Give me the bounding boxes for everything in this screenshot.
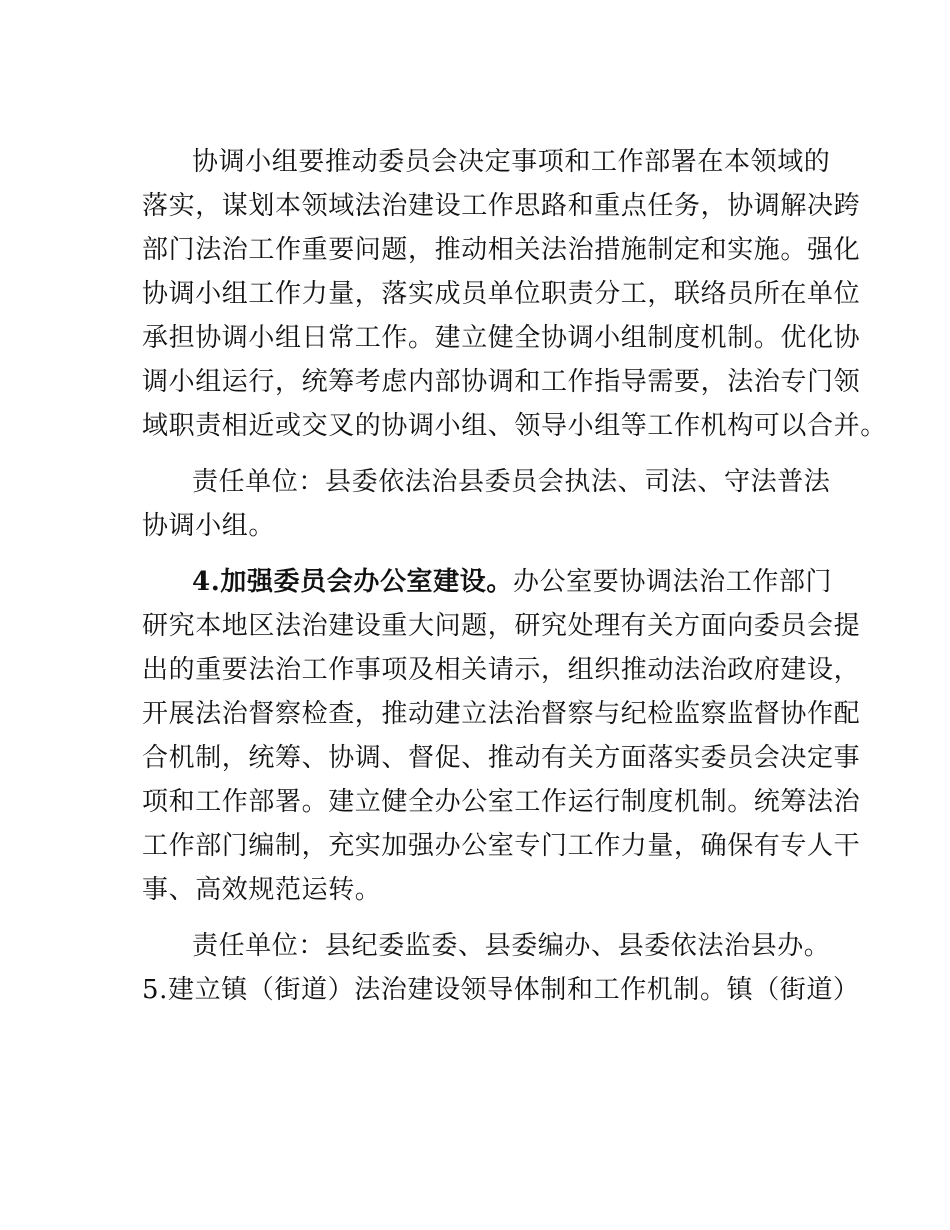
paragraph-1-line-6: 调小组运行，统筹考虑内部协调和工作指导需要，法治专门领 bbox=[142, 367, 861, 397]
paragraph-3-line-1 bbox=[192, 562, 872, 602]
paragraph-5-line-1: 5.建立镇（街道）法治建设领导体制和工作机制。镇（街道） bbox=[142, 975, 860, 1005]
paragraph-4: 责任单位：县纪委监委、县委编办、县委依法治县办。 bbox=[192, 931, 831, 961]
paragraph-1-line-2: 落实，谋划本领域法治建设工作思路和重点任务，协调解决跨 bbox=[142, 191, 861, 221]
paragraph-3-line-5: 合机制，统筹、协调、督促、推动有关方面落实委员会决定事 bbox=[142, 743, 861, 773]
section-4-heading: 4.加强委员会办公室建设。 bbox=[192, 567, 513, 597]
paragraph-2-line-2: 协调小组。 bbox=[142, 511, 276, 541]
paragraph-1-line-5: 承担协调小组日常工作。建立健全协调小组制度机制。优化协 bbox=[142, 323, 861, 353]
paragraph-1-line-7: 域职责相近或交叉的协调小组、领导小组等工作机构可以合并。 bbox=[142, 411, 887, 441]
paragraph-3-line-4: 开展法治督察检查，推动建立法治督察与纪检监察监督协作配 bbox=[142, 699, 861, 729]
paragraph-3-line-3: 出的重要法治工作事项及相关请示，组织推动法治政府建设， bbox=[142, 655, 861, 685]
paragraph-1-line-3: 部门法治工作重要问题，推动相关法治措施制定和实施。强化 bbox=[142, 235, 861, 265]
paragraph-3-line-6: 项和工作部署。建立健全办公室工作运行制度机制。统筹法治 bbox=[142, 787, 861, 817]
paragraph-2-line-1: 责任单位：县委依法治县委员会执法、司法、守法普法 bbox=[192, 467, 831, 497]
paragraph-3-line-7: 工作部门编制，充实加强办公室专门工作力量，确保有专人干 bbox=[142, 831, 861, 861]
paragraph-3-line-8: 事、高效规范运转。 bbox=[142, 875, 382, 905]
paragraph-1-line-1: 协调小组要推动委员会决定事项和工作部署在本领域的 bbox=[192, 147, 831, 177]
paragraph-3-line-2: 研究本地区法治建设重大问题，研究处理有关方面向委员会提 bbox=[142, 611, 861, 641]
paragraph-3-line-1-rest: 办公室要协调法治工作部门 bbox=[512, 567, 833, 597]
paragraph-1-line-4: 协调小组工作力量，落实成员单位职责分工，联络员所在单位 bbox=[142, 279, 861, 309]
